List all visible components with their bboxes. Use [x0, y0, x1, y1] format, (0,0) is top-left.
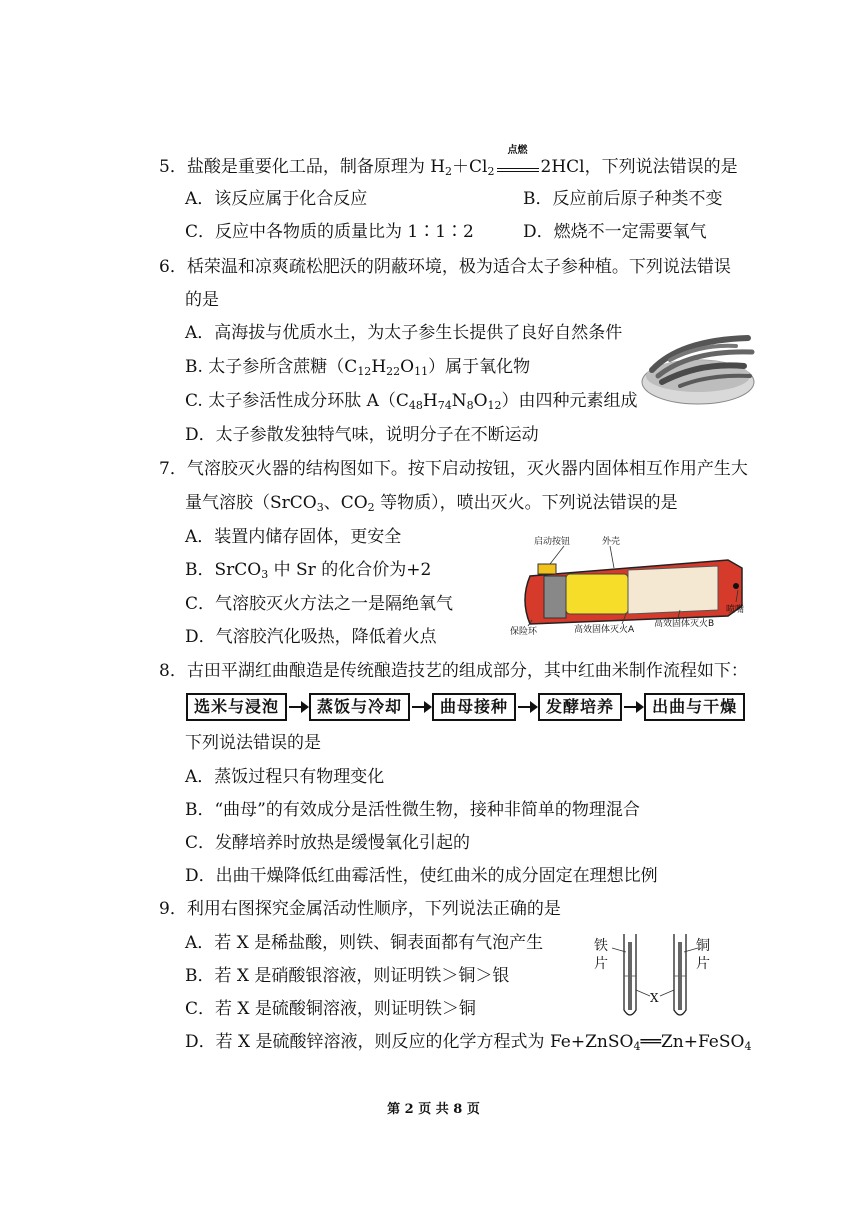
subscript: 11 [414, 365, 429, 378]
q9-stem: 9．利用右图探究金属活动性顺序，下列说法正确的是 [159, 899, 561, 919]
text: B. 太子参所含蔗糖（C [185, 357, 358, 377]
condition-label: 点燃 [507, 145, 528, 156]
subscript: 12 [487, 399, 502, 412]
q7-option-a: A．装置内储存固体，更安全 [185, 527, 402, 547]
text: B．SrCO [185, 560, 262, 580]
text: O [473, 391, 488, 411]
flow-step-4: 发酵培养 [538, 693, 622, 721]
q6-stem-1: 6．栝荣温和凉爽疏松肥沃的阴蔽环境，极为适合太子参种植。下列说法错误 [159, 257, 731, 277]
text: C. 太子参活性成分环肽 A（C [185, 391, 409, 411]
arrow-right-icon [516, 695, 538, 719]
subscript: 8 [466, 399, 474, 412]
label-start-button: 启动按钮 [534, 537, 571, 547]
flow-step-3: 曲母接种 [432, 693, 516, 721]
label-copper-1: 铜 [696, 938, 710, 954]
text: D．若 X 是硫酸锌溶液，则反应的化学方程式为 Fe+ZnSO [185, 1032, 634, 1052]
q8-stem-2: 下列说法错误的是 [185, 733, 321, 753]
subscript: 3 [316, 501, 324, 514]
subscript: 12 [357, 365, 372, 378]
arrow-right-icon [622, 695, 644, 719]
q8-option-c: C．发酵培养时放热是缓慢氧化引起的 [185, 833, 471, 853]
text: H [422, 391, 438, 411]
text: 、CO [323, 493, 368, 513]
q6-option-b [185, 355, 530, 384]
arrow-right-icon [287, 695, 309, 719]
double-bar [497, 168, 539, 172]
q5-stem-text: 5．盐酸是重要化工品，制备原理为 H [159, 157, 446, 177]
label-iron-2: 片 [594, 956, 608, 972]
ginseng-image [640, 330, 760, 410]
q5-stem [159, 145, 738, 184]
subscript: 3 [261, 568, 269, 581]
subscript: 22 [386, 365, 401, 378]
flow-step-1: 选米与浸泡 [186, 693, 287, 721]
q8-option-b: B．“曲母”的有效成分是活性微生物，接种非简单的物理混合 [185, 800, 640, 820]
q5-option-b: B．反应前后原子种类不变 [523, 189, 723, 209]
subscript: 2 [367, 501, 375, 514]
q9-option-c: C．若 X 是硫酸铜溶液，则证明铁＞铜 [185, 999, 476, 1019]
subscript: 2 [487, 165, 495, 178]
label-safety-ring: 保险环 [510, 627, 538, 637]
label-x: X [650, 991, 659, 1005]
q8-option-a: A．蒸饭过程只有物理变化 [185, 767, 385, 787]
q7-option-b [185, 558, 431, 587]
label-solid-b: 高效固体灭火B [654, 619, 715, 629]
label-nozzle: 喷嘴 [726, 605, 745, 615]
text: 量气溶胶（SrCO [185, 493, 317, 513]
label-shell: 外壳 [602, 537, 621, 547]
text: 中 Sr 的化合价为+2 [268, 560, 432, 580]
test-tube-diagram [590, 930, 720, 1022]
q5-stem-end: 2HCl，下列说法错误的是 [540, 157, 738, 177]
label-iron-1: 铁 [594, 938, 608, 954]
q7-option-d: D．气溶胶汽化吸热，降低着火点 [185, 627, 437, 647]
text: 等物质），喷出灭火。下列说法错误的是 [374, 493, 678, 513]
q9-option-a: A．若 X 是稀盐酸，则铁、铜表面都有气泡产生 [185, 933, 544, 953]
q5-option-c: C．反应中各物质的质量比为 1∶1∶2 [185, 222, 474, 242]
text: H [371, 357, 387, 377]
q6-option-a: A．高海拔与优质水土，为太子参生长提供了良好自然条件 [185, 323, 623, 343]
q6-stem-2: 的是 [185, 290, 219, 310]
q5-option-a: A．该反应属于化合反应 [185, 189, 368, 209]
page-footer: 第 2 页 共 8 页 [387, 1102, 480, 1117]
text: ══Zn+FeSO [640, 1032, 745, 1052]
q9-option-d [185, 1030, 751, 1059]
subscript: 48 [408, 399, 423, 412]
arrow-right-icon [410, 695, 432, 719]
reaction-condition [497, 145, 539, 172]
subscript: 2 [445, 165, 453, 178]
text: O [400, 357, 415, 377]
q8-stem: 8．古田平湖红曲酿造是传统酿造技艺的组成部分，其中红曲米制作流程如下： [159, 661, 748, 681]
q6-option-c [185, 389, 638, 418]
q7-stem-1: 7．气溶胶灭火器的结构图如下。按下启动按钮，灭火器内固体相互作用产生大 [159, 459, 748, 479]
q7-option-c: C．气溶胶灭火方法之一是隔绝氧气 [185, 594, 454, 614]
q5-option-d: D．燃烧不一定需要氧气 [523, 222, 707, 242]
q5-plus: ＋Cl [452, 157, 488, 177]
extinguisher-diagram [510, 528, 760, 638]
q6-option-d: D．太子参散发独特气味，说明分子在不断运动 [185, 425, 539, 445]
flow-step-2: 蒸饭与冷却 [309, 693, 410, 721]
text: ）属于氧化物 [428, 357, 531, 377]
text: N [451, 391, 467, 411]
process-flow [186, 693, 745, 721]
subscript: 4 [744, 1040, 752, 1053]
label-copper-2: 片 [696, 956, 710, 972]
q7-stem-2 [185, 491, 678, 520]
subscript: 4 [633, 1040, 641, 1053]
q9-option-b: B．若 X 是硝酸银溶液，则证明铁＞铜＞银 [185, 966, 510, 986]
subscript: 74 [437, 399, 452, 412]
flow-step-5: 出曲与干燥 [644, 693, 745, 721]
q8-option-d: D．出曲干燥降低红曲霉活性，使红曲米的成分固定在理想比例 [185, 866, 658, 886]
text: ）由四种元素组成 [501, 391, 638, 411]
label-solid-a: 高效固体灭火A [574, 625, 635, 635]
